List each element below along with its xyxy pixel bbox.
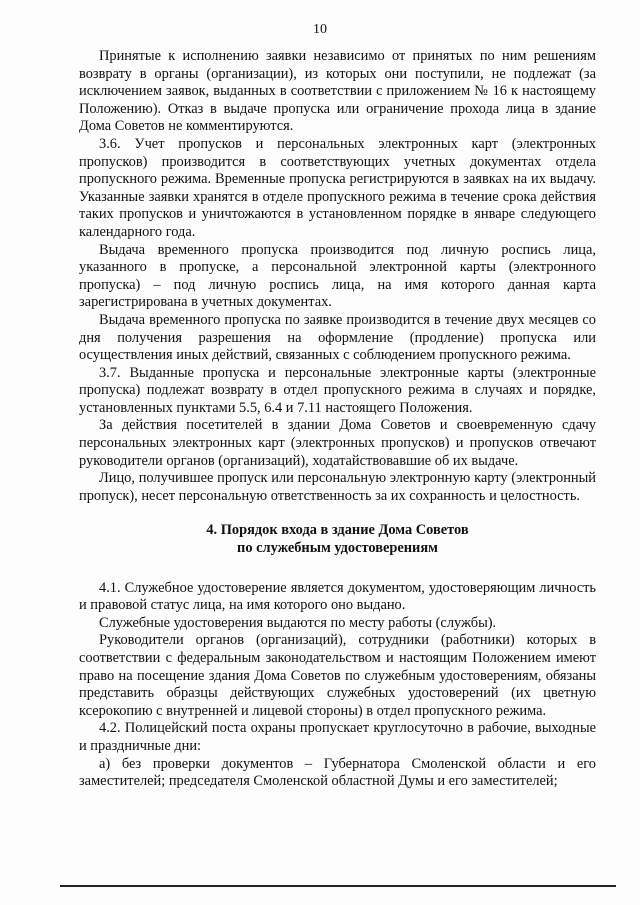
- section-4-heading: [79, 522, 596, 557]
- paragraph-id-issued-at-work: Служебные удостоверения выдаются по месту работы (службы).: [99, 614, 497, 631]
- footer-rule: [60, 885, 616, 887]
- paragraph-4-2-police-post: 4.2. Полицейский поста охраны пропускает круглосуточно в рабочие, выходные и праздничные дни:: [79, 720, 596, 754]
- paragraph-3-6-accounting: 3.6. Учет пропусков и персональных электронных карт (электронных пропусков) производится в соответствующих учетных документах отдела пропускного режима. Временные пропуска регистрируются в заявках на их выдачу. Указанные заявки хранятся в отделе пропускного режима в течение срока действия таких пропусков и уничтожаются в установленном порядке в январе следующего календарного года.: [79, 135, 596, 240]
- paragraph-3-7-return: 3.7. Выданные пропуска и персональные электронные карты (электронные пропуска) подлежат возврату в отдел пропускного режима в случаях и порядке, установленных пунктами 5.5, 6.4 и 7.11 настоящего Положения.: [79, 364, 596, 416]
- paragraph-applications-return: Принятые к исполнению заявки независимо от принятых по ним решениям возврату в органы (организации), из которых они поступили, не подлежат (за исключением заявок, выданных в соответствии с приложением № 16 к настоящему Положению). Отказ в выдаче пропуска или ограничение прохода лица в здание Дома Советов не комментируются.: [79, 48, 596, 135]
- document-body: [79, 48, 596, 791]
- page-number: 10: [313, 22, 327, 37]
- section-4-heading-line1: 4. Порядок входа в здание Дома Советов: [206, 522, 469, 539]
- paragraph-heads-obligation: Руководители органов (организаций), сотрудники (работники) которых в соответствии с федеральным законодательством и настоящим Положением имеют право на посещение здания Дома Советов по служебным удостоверениям, обязаны представить образцы действующих служебных удостоверений (их цветную ксерокопию с внутренней и лицевой стороны) в отдел пропускного режима.: [79, 632, 596, 719]
- paragraph-4-1-id-definition: 4.1. Служебное удостоверение является документом, удостоверяющим личность и правовой статус лица, на имя которого оно выдано.: [79, 579, 596, 614]
- paragraph-pass-issuance-signature: Выдача временного пропуска производится под личную роспись лица, указанного в пропуске, а персональной электронной карты (электронного пропуска) – под личную роспись лица, на имя которого данная карта зарегистрирована в учетных документах.: [79, 241, 596, 311]
- paragraph-holder-responsibility: Лицо, получившее пропуск или персональную электронную карту (электронный пропуск), несет персональную ответственность за их сохранность и целостность.: [79, 470, 596, 504]
- paragraph-without-check: а) без проверки документов – Губернатора Смоленской области и его заместителей; председателя Смоленской областной Думы и его заместителей;: [79, 755, 596, 790]
- paragraph-pass-issuance-term: Выдача временного пропуска по заявке производится в течение двух месяцев со дня получения разрешения на оформление (продление) пропуска или осуществления иных действий, связанных с соблюдением пропускного режима.: [79, 311, 596, 364]
- paragraph-visitor-responsibility: За действия посетителей в здании Дома Советов и своевременную сдачу персональных электронных карт (электронных пропусков) и пропусков отвечают руководители органов (организаций), ходатайствовавшие об их выдаче.: [79, 417, 596, 469]
- section-4-heading-line2: по служебным удостоверениям: [237, 540, 438, 557]
